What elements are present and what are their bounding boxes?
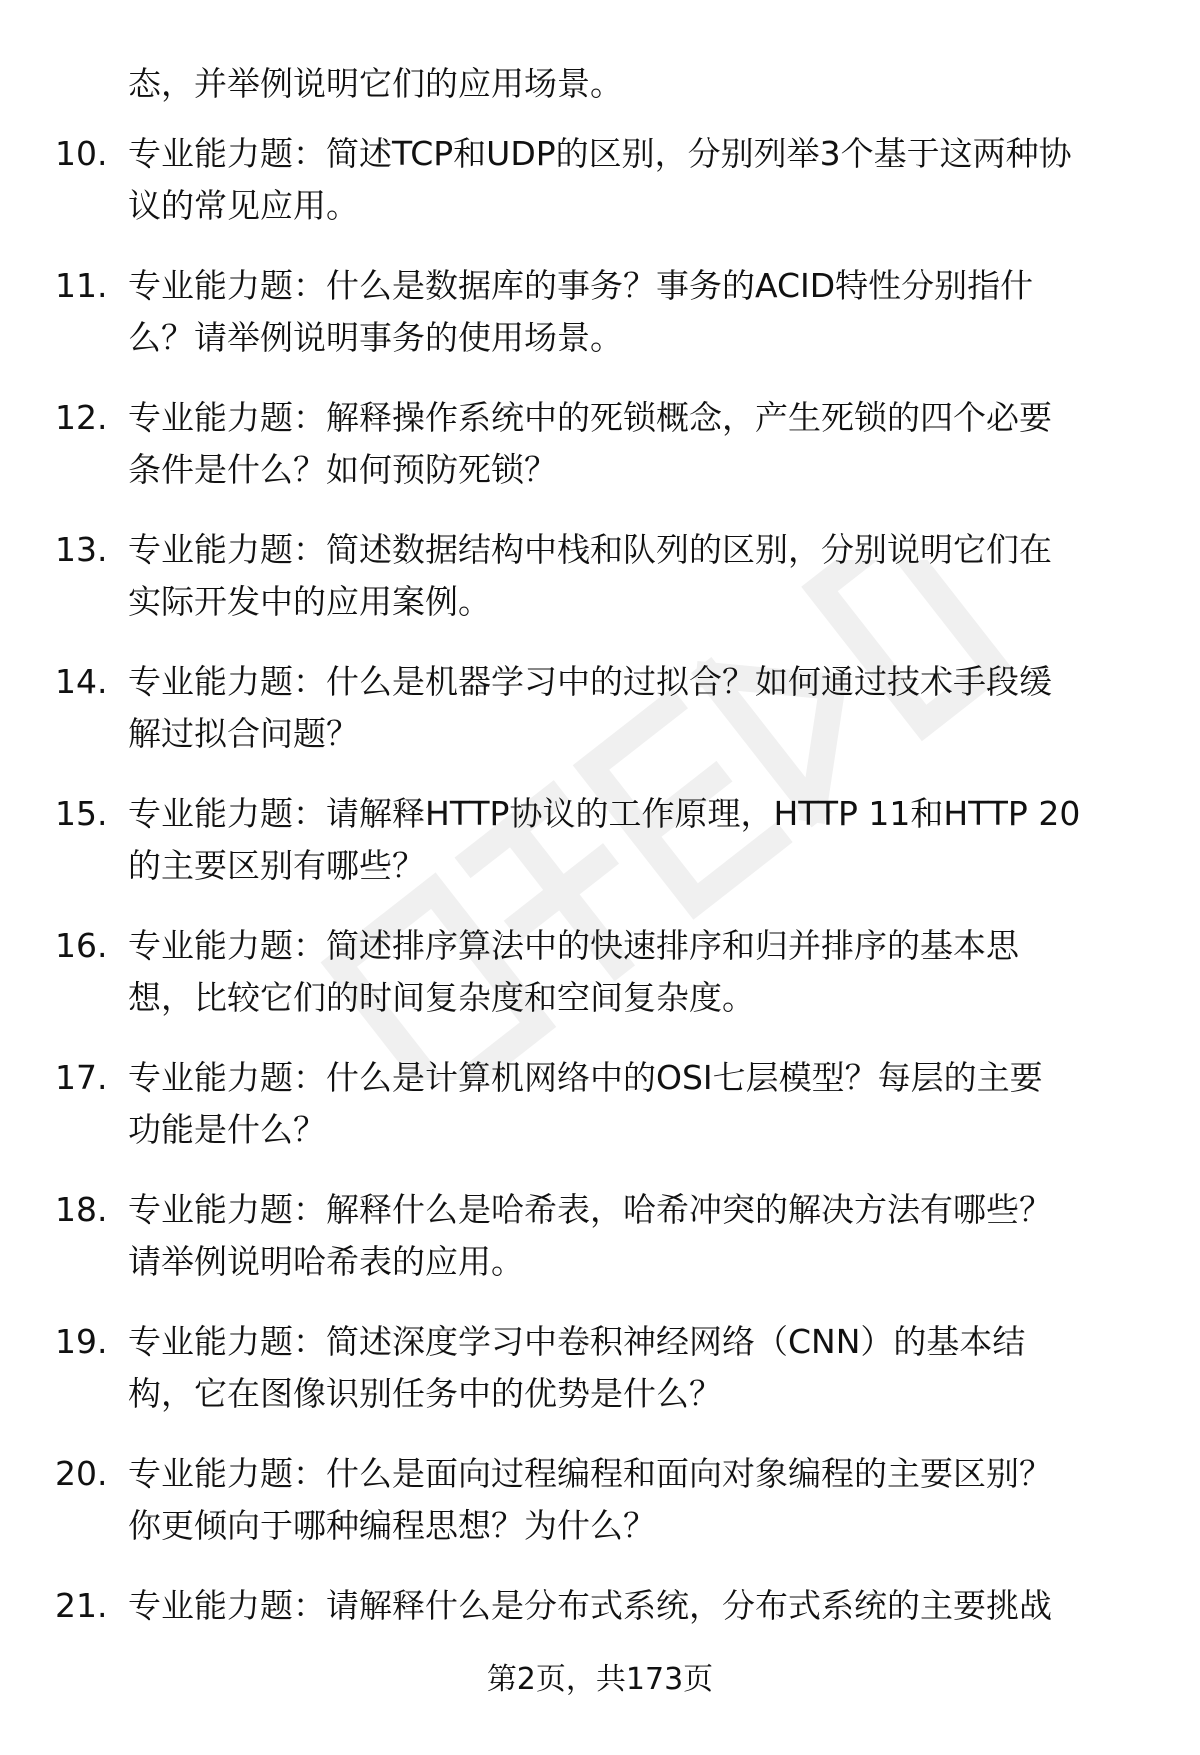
question-line: 专业能力题：什么是计算机网络中的OSI七层模型？每层的主要 <box>128 1058 1043 1097</box>
question-line: 功能是什么？ <box>128 1110 326 1149</box>
question-text <box>128 392 1168 496</box>
question-text <box>128 524 1168 628</box>
question-line: 专业能力题：简述数据结构中栈和队列的区别，分别说明它们在 <box>128 530 1052 569</box>
question-line: 的主要区别有哪些？ <box>128 846 425 885</box>
question-number: 10. <box>55 134 108 173</box>
question-item <box>0 392 1200 524</box>
continuation-line: 态，并举例说明它们的应用场景。 <box>128 64 623 103</box>
question-item <box>0 656 1200 788</box>
question-line: 专业能力题：简述深度学习中卷积神经网络（CNN）的基本结 <box>128 1322 1026 1361</box>
question-number: 13. <box>55 530 108 569</box>
question-text <box>128 1184 1168 1288</box>
question-line: 专业能力题：什么是数据库的事务？事务的ACID特性分别指什 <box>128 266 1034 305</box>
question-number: 20. <box>55 1454 108 1493</box>
question-line: 专业能力题：解释操作系统中的死锁概念，产生死锁的四个必要 <box>128 398 1052 437</box>
question-number: 12. <box>55 398 108 437</box>
page-footer: 第2页，共173页 <box>486 1662 714 1697</box>
question-text <box>128 260 1168 364</box>
question-line: 条件是什么？如何预防死锁？ <box>128 450 557 489</box>
question-text <box>128 1580 1168 1632</box>
question-line: 专业能力题：简述排序算法中的快速排序和归并排序的基本思 <box>128 926 1019 965</box>
question-line: 专业能力题：解释什么是哈希表，哈希冲突的解决方法有哪些？ <box>128 1190 1052 1229</box>
question-text <box>128 1052 1168 1156</box>
question-line: 议的常见应用。 <box>128 186 359 225</box>
question-number: 17. <box>55 1058 108 1097</box>
question-line: 你更倾向于哪种编程思想？为什么？ <box>128 1506 656 1545</box>
question-text <box>128 1316 1168 1420</box>
question-number: 19. <box>55 1322 108 1361</box>
question-list <box>0 128 1200 1712</box>
question-line: 么？请举例说明事务的使用场景。 <box>128 318 623 357</box>
question-number: 14. <box>55 662 108 701</box>
question-item <box>0 788 1200 920</box>
question-number: 15. <box>55 794 108 833</box>
question-line: 专业能力题：简述TCP和UDP的区别，分别列举3个基于这两种协 <box>128 134 1072 173</box>
question-line: 专业能力题：什么是面向过程编程和面向对象编程的主要区别？ <box>128 1454 1052 1493</box>
question-number: 18. <box>55 1190 108 1229</box>
question-item <box>0 524 1200 656</box>
question-line: 实际开发中的应用案例。 <box>128 582 491 621</box>
question-line: 专业能力题：请解释什么是分布式系统，分布式系统的主要挑战 <box>128 1586 1052 1625</box>
question-number: 21. <box>55 1586 108 1625</box>
question-text <box>128 128 1168 232</box>
question-item <box>0 1316 1200 1448</box>
question-line: 专业能力题：请解释HTTP协议的工作原理，HTTP 11和HTTP 20 <box>128 794 1081 833</box>
question-text <box>128 788 1168 892</box>
question-item <box>0 1184 1200 1316</box>
question-line: 构，它在图像识别任务中的优势是什么？ <box>128 1374 722 1413</box>
question-text <box>128 920 1168 1024</box>
question-number: 16. <box>55 926 108 965</box>
question-number: 11. <box>55 266 108 305</box>
question-line: 请举例说明哈希表的应用。 <box>128 1242 524 1281</box>
question-line: 解过拟合问题？ <box>128 714 359 753</box>
question-line: 专业能力题：什么是机器学习中的过拟合？如何通过技术手段缓 <box>128 662 1052 701</box>
question-item <box>0 1052 1200 1184</box>
question-text <box>128 656 1168 760</box>
question-item <box>0 128 1200 260</box>
question-text <box>128 1448 1168 1552</box>
question-line: 想，比较它们的时间复杂度和空间复杂度。 <box>128 978 755 1017</box>
question-item <box>0 920 1200 1052</box>
question-item <box>0 1448 1200 1580</box>
question-item <box>0 260 1200 392</box>
